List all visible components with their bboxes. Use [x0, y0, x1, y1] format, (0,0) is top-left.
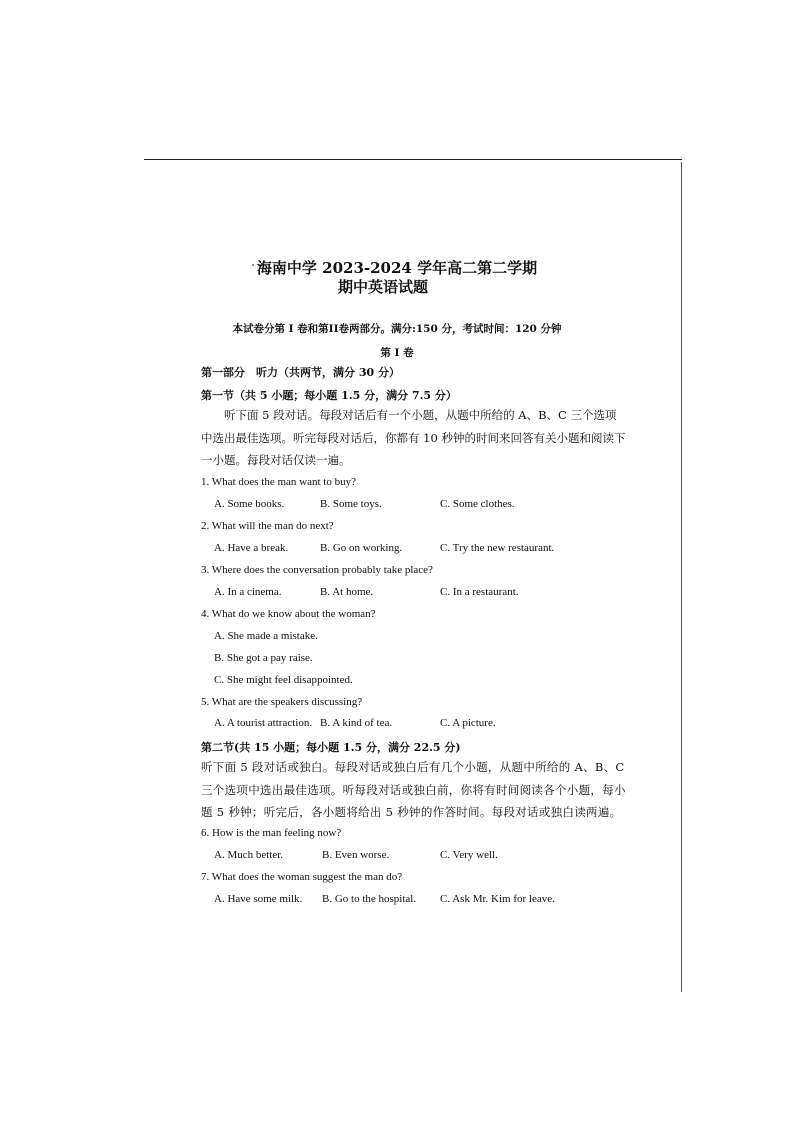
section1-heading: 第一节（共 5 小题；每小题 1.5 分，满分 7.5 分） [201, 389, 457, 402]
q6-option-c: C. Very well. [440, 849, 498, 861]
exam-title: 海南中学 2023-2024 学年高二第二学期 [256, 259, 538, 277]
question-1: 1. What does the man want to buy? [201, 476, 356, 488]
question-4: 4. What do we know about the woman? [201, 608, 376, 620]
volume-heading: 第 I 卷 [380, 347, 414, 359]
q1-option-b: B. Some toys. [320, 498, 382, 510]
question-5: 5. What are the speakers discussing? [201, 696, 363, 708]
question-6: 6. How is the man feeling now? [201, 827, 342, 839]
q5-option-a: A. A tourist attraction. [214, 717, 313, 729]
q5-option-c: C. A picture. [440, 717, 496, 729]
exam-subtitle: 期中英语试题 [337, 278, 428, 296]
q2-option-b: B. Go on working. [320, 542, 403, 554]
question-2: 2. What will the man do next? [201, 520, 334, 532]
q1-option-a: A. Some books. [214, 498, 285, 510]
q4-option-b: B. She got a pay raise. [214, 652, 313, 664]
q7-option-b: B. Go to the hospital. [322, 893, 417, 905]
section1-instructions [201, 404, 626, 472]
q4-option-c: C. She might feel disappointed. [214, 674, 353, 686]
section2-instructions-text: 听下面 5 段对话或独白。每段对话或独白后有几个小题，从题中所给的 A、B、C 三个选项中选出最佳选项。听每段对话或独白前，你将有时间阅读各个小题，每小题 5 秒钟；听完后，各小题将给出 5 秒钟的作答时间。每段对话或独白读两遍。 [201, 760, 626, 819]
question-7: 7. What does the woman suggest the man do? [201, 871, 403, 883]
q1-option-c: C. Some clothes. [440, 498, 515, 510]
q2-option-a: A. Have a break. [214, 542, 289, 554]
q3-option-a: A. In a cinema. [214, 586, 282, 598]
q7-option-c: C. Ask Mr. Kim for leave. [440, 893, 555, 905]
q4-option-a: A. She made a mistake. [214, 630, 318, 642]
q3-option-c: C. In a restaurant. [440, 586, 519, 598]
part1-heading: 第一部分 听力（共两节，满分 30 分） [201, 366, 400, 379]
q6-option-a: A. Much better. [214, 849, 284, 861]
section1-instructions-text: 听下面 5 段对话。每段对话后有一个小题，从题中所给的 A、B、C 三个选项中选出最佳选项。听完每段对话后，你都有 10 秒钟的时间来回答有关小题和阅读下一小题。每段对话仅读一遍。 [201, 408, 626, 467]
q6-option-b: B. Even worse. [322, 849, 390, 861]
q7-option-a: A. Have some milk. [214, 893, 303, 905]
exam-info: 本试卷分第 I 卷和第II卷两部分。满分:150 分，考试时间：120 分钟 [232, 323, 562, 335]
scan-border-top [144, 159, 682, 160]
q2-option-c: C. Try the new restaurant. [440, 542, 555, 554]
question-3: 3. Where does the conversation probably take place? [201, 564, 433, 576]
section2-heading: 第二节(共 15 小题；每小题 1.5 分，满分 22.5 分) [201, 741, 461, 754]
q3-option-b: B. At home. [320, 586, 374, 598]
q5-option-b: B. A kind of tea. [320, 717, 393, 729]
section2-instructions [201, 756, 626, 824]
